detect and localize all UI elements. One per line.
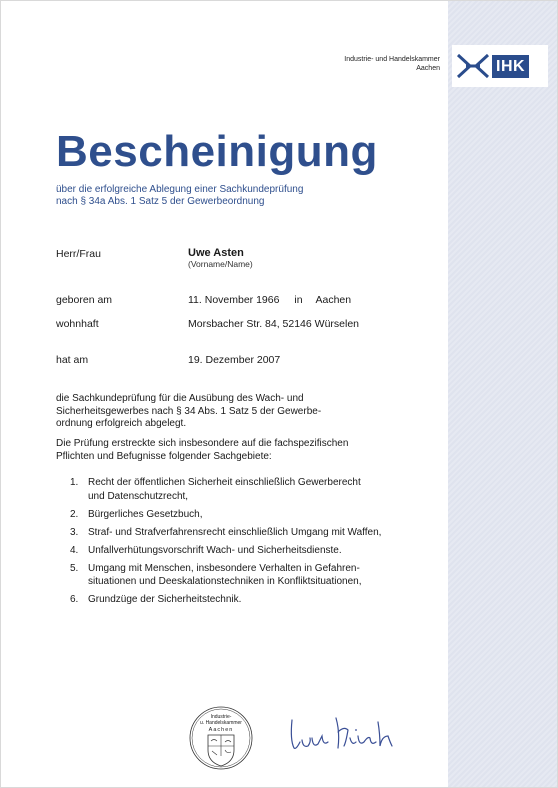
exam-statement-line-3: ordnung erfolgreich abgelegt. — [56, 418, 187, 429]
topic-number: 2. — [70, 508, 79, 520]
exam-statement — [56, 393, 356, 431]
subtitle-line-2: nach § 34a Abs. 1 Satz 5 der Gewerbeordnung — [56, 196, 265, 207]
birth-in: in — [294, 294, 303, 306]
topic-number: 3. — [70, 526, 79, 538]
topic-line-1: Unfallverhütungsvorschrift Wach- und Sicherheitsdienste. — [88, 544, 342, 556]
person-label: Herr/Frau — [56, 248, 101, 260]
topic-item — [70, 476, 410, 503]
topic-number: 4. — [70, 544, 79, 556]
person-name-hint: (Vorname/Name) — [188, 259, 253, 269]
topic-item — [70, 593, 410, 607]
residence-label: wohnhaft — [56, 318, 99, 330]
exam-statement-line-1: die Sachkundeprüfung für die Ausübung des Wach- und — [56, 393, 304, 404]
ihk-logo-icon — [456, 51, 490, 81]
topic-item — [70, 544, 410, 558]
scope-statement-line-2: Pflichten und Befugnisse folgender Sachgebiete: — [56, 450, 272, 462]
topic-line-2: und Datenschutzrecht, — [88, 490, 189, 502]
official-seal — [188, 698, 254, 774]
topic-line-1: Bürgerliches Gesetzbuch, — [88, 508, 203, 520]
topic-item — [70, 562, 410, 589]
scope-statement — [56, 438, 386, 463]
topic-number: 1. — [70, 477, 79, 488]
document-title: Bescheinigung — [56, 127, 378, 176]
handwritten-signature — [286, 712, 406, 757]
ihk-logo — [452, 45, 548, 87]
topic-line-1: Straf- und Strafverfahrensrecht einschließlich Umgang mit Waffen, — [88, 526, 382, 538]
birth-label: geboren am — [56, 294, 113, 306]
person-name: Uwe Asten — [188, 247, 244, 259]
topic-number: 5. — [70, 562, 79, 574]
document-subtitle — [56, 184, 303, 208]
topic-number: 6. — [70, 594, 79, 605]
exam-date: 19. Dezember 2007 — [188, 354, 281, 366]
subtitle-line-1: über die erfolgreiche Ablegung einer Sachkundeprüfung — [56, 184, 304, 195]
chamber-name — [344, 55, 440, 73]
topic-list — [70, 476, 410, 611]
birth-date: 11. November 1966 — [188, 294, 280, 306]
topic-line-2: situationen und Deeskalationstechniken in Konfliktsituationen, — [88, 576, 362, 587]
person-name-block — [188, 247, 253, 269]
birth-info — [188, 294, 351, 306]
exam-date-label: hat am — [56, 354, 89, 366]
residence-value: Morsbacher Str. 84, 52146 Würselen — [188, 318, 360, 330]
scope-statement-line-1: Die Prüfung erstreckte sich insbesondere auf die fachspezifischen — [56, 438, 349, 449]
coat-of-arms-icon — [208, 735, 234, 766]
birth-place: Aachen — [315, 294, 352, 306]
exam-statement-line-2: Sicherheitsgewerbes nach § 34 Abs. 1 Satz 5 der Gewerbe- — [56, 405, 322, 417]
seal-line-2: u. Handelskammer — [200, 720, 242, 726]
topic-line-1: Grundzüge der Sicherheitstechnik. — [88, 594, 242, 605]
ihk-logo-text: IHK — [492, 55, 529, 78]
topic-line-1: Umgang mit Menschen, insbesondere Verhalten in Gefahren- — [88, 562, 360, 574]
topic-item — [70, 526, 410, 540]
topic-item — [70, 508, 410, 522]
chamber-line-1: Industrie- und Handelskammer — [344, 56, 440, 63]
topic-line-1: Recht der öffentlichen Sicherheit einschließlich Gewerberecht — [88, 477, 361, 488]
decorative-side-band — [448, 0, 558, 788]
seal-line-3: Aachen — [208, 727, 234, 733]
chamber-line-2: Aachen — [416, 65, 440, 72]
seal-line-1: Industrie- — [210, 714, 232, 720]
